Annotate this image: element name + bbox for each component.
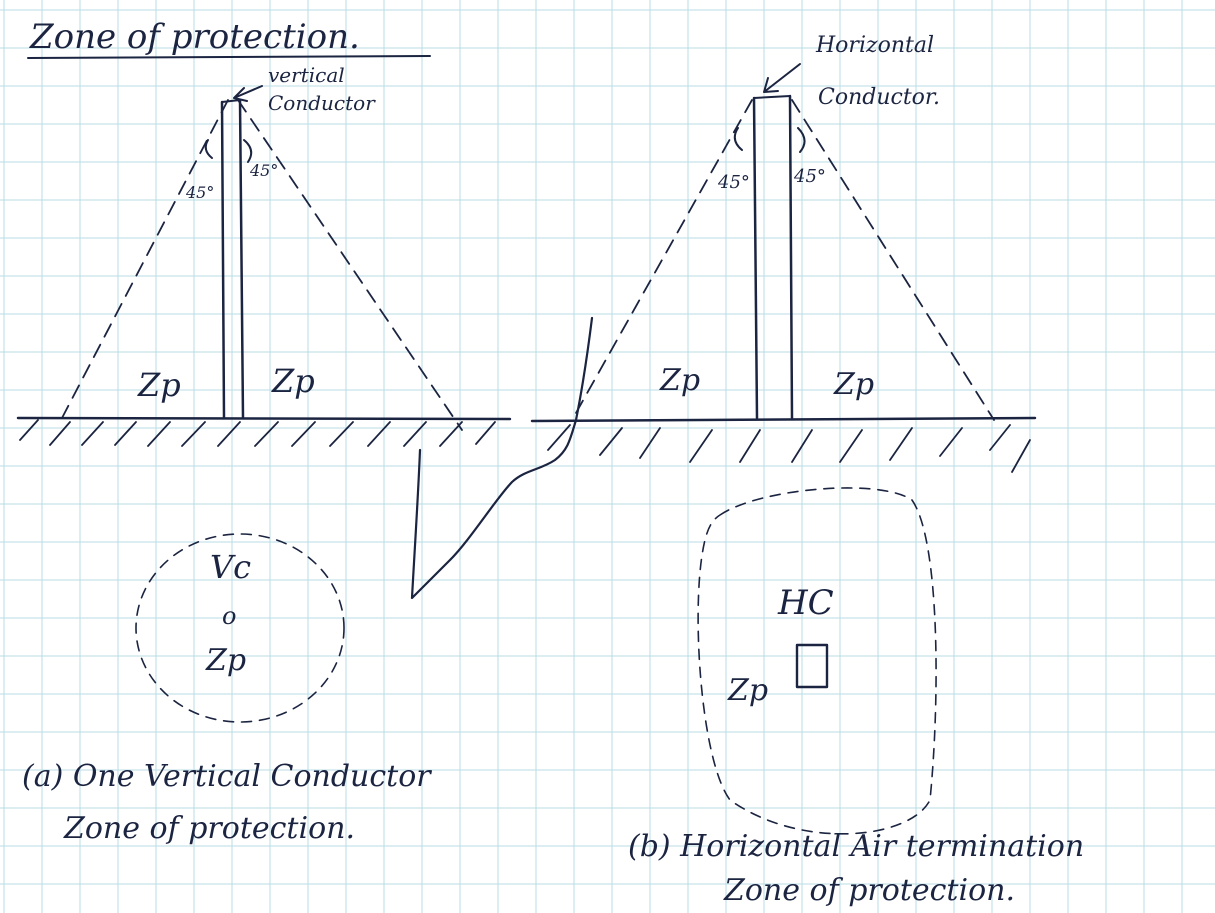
right-ground-line — [532, 418, 1035, 421]
horizontal-conductor-right-edge — [790, 96, 792, 418]
left-caption-1: (a) One Vertical Conductor — [22, 759, 431, 794]
right-angle-label-2: 45° — [794, 166, 826, 187]
horizontal-conductor-top — [754, 96, 790, 98]
right-plan-top: HC — [778, 583, 834, 623]
horizontal-conductor-label-1: Horizontal — [816, 33, 934, 58]
left-angle-arc-1 — [206, 140, 212, 158]
right-zone-label-1: Zp — [660, 363, 701, 398]
right-caption-1: (b) Horizontal Air termination — [628, 829, 1085, 864]
right-plan-outline — [698, 488, 936, 834]
left-caption-2: Zone of protection. — [64, 811, 356, 846]
left-zone-label-2: Zp — [272, 362, 315, 400]
left-plan-mid: o — [222, 602, 237, 630]
left-zone-label-1: Zp — [138, 366, 181, 404]
left-angle-arc-2 — [244, 140, 251, 162]
left-ground-hatch — [20, 420, 495, 446]
left-ground-line — [18, 418, 510, 419]
right-caption-2: Zone of protection. — [724, 873, 1016, 908]
left-diagram — [18, 63, 510, 846]
vertical-conductor-arrow — [234, 86, 262, 101]
right-plan-zone: Zp — [728, 673, 769, 708]
left-plan-top: Vc — [210, 548, 252, 586]
vertical-conductor-label-2: Conductor — [268, 91, 375, 115]
right-diagram — [532, 33, 1084, 908]
left-angle-label-2: 45° — [250, 161, 279, 180]
left-angle-label-1: 45° — [186, 183, 215, 202]
connecting-curve — [412, 318, 592, 598]
horizontal-conductor-arrow — [764, 64, 800, 92]
title: Zone of protection. — [30, 17, 360, 57]
right-angle-arc-2 — [798, 128, 805, 152]
vertical-conductor-left-edge — [222, 102, 224, 418]
horizontal-conductor-label-2: Conductor. — [818, 85, 940, 110]
vertical-conductor-label-1: vertical — [268, 63, 345, 87]
left-plan-bottom: Zp — [206, 643, 247, 678]
right-ground-hatch — [548, 425, 1030, 472]
right-angle-arc-1 — [735, 128, 742, 150]
right-zone-label-2: Zp — [834, 367, 875, 402]
right-angle-label-1: 45° — [718, 172, 750, 193]
vertical-conductor-right-edge — [240, 100, 243, 418]
right-cone-right-edge — [792, 100, 994, 420]
horizontal-conductor-left-edge — [754, 98, 757, 418]
